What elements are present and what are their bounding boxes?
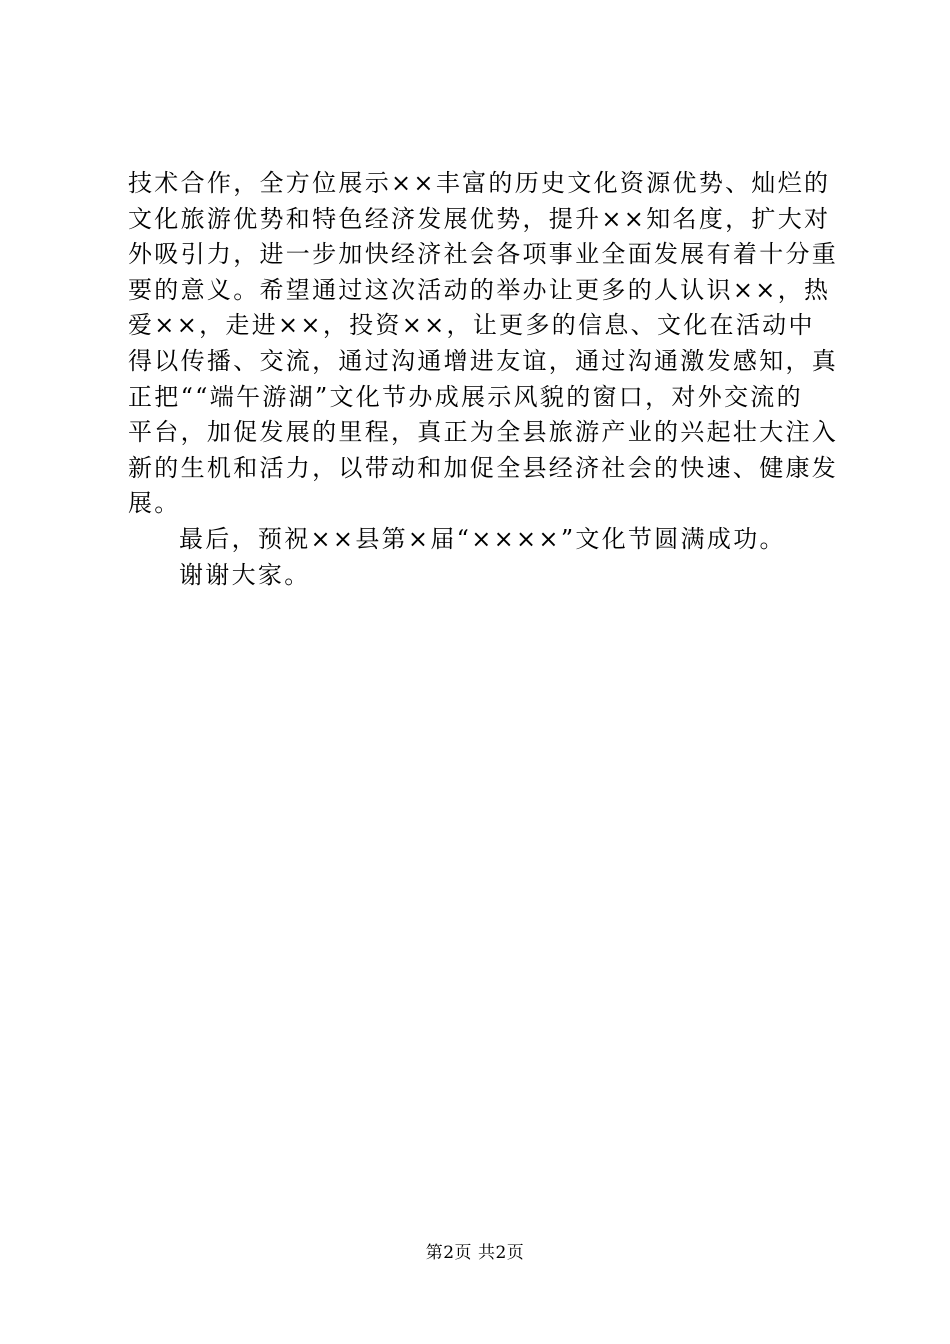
paragraph-line: 要的意义。希望通过这次活动的举办让更多的人认识××，热 bbox=[128, 275, 831, 304]
paragraph-line: 新的生机和活力，以带动和加促全县经济社会的快速、健康发 bbox=[128, 453, 839, 482]
paragraph-line: 技术合作，全方位展示××丰富的历史文化资源优势、灿烂的 bbox=[128, 169, 831, 197]
paragraph-line: 得以传播、交流，通过沟通增进友谊，通过沟通激发感知，真 bbox=[128, 346, 839, 375]
document-body bbox=[128, 166, 839, 593]
page-footer bbox=[0, 1242, 950, 1264]
paragraph-line: 平台，加促发展的里程，真正为全县旅游产业的兴起壮大注入 bbox=[128, 418, 839, 447]
paragraph-line: 外吸引力，进一步加快经济社会各项事业全面发展有着十分重 bbox=[128, 240, 839, 269]
paragraph-line: 展。 bbox=[128, 489, 181, 518]
paragraph-line: 文化旅游优势和特色经济发展优势，提升××知名度，扩大对 bbox=[128, 204, 831, 233]
closing-wish: 最后，预祝××县第×届“××××”文化节圆满成功。 bbox=[179, 524, 786, 553]
page-indicator: 第2页 共2页 bbox=[425, 1243, 525, 1263]
thanks-line: 谢谢大家。 bbox=[179, 560, 311, 589]
paragraph-line: 爱××，走进××，投资××，让更多的信息、文化在活动中 bbox=[128, 311, 815, 340]
paragraph-line: 正把““端午游湖”文化节办成展示风貌的窗口，对外交流的 bbox=[128, 382, 803, 411]
